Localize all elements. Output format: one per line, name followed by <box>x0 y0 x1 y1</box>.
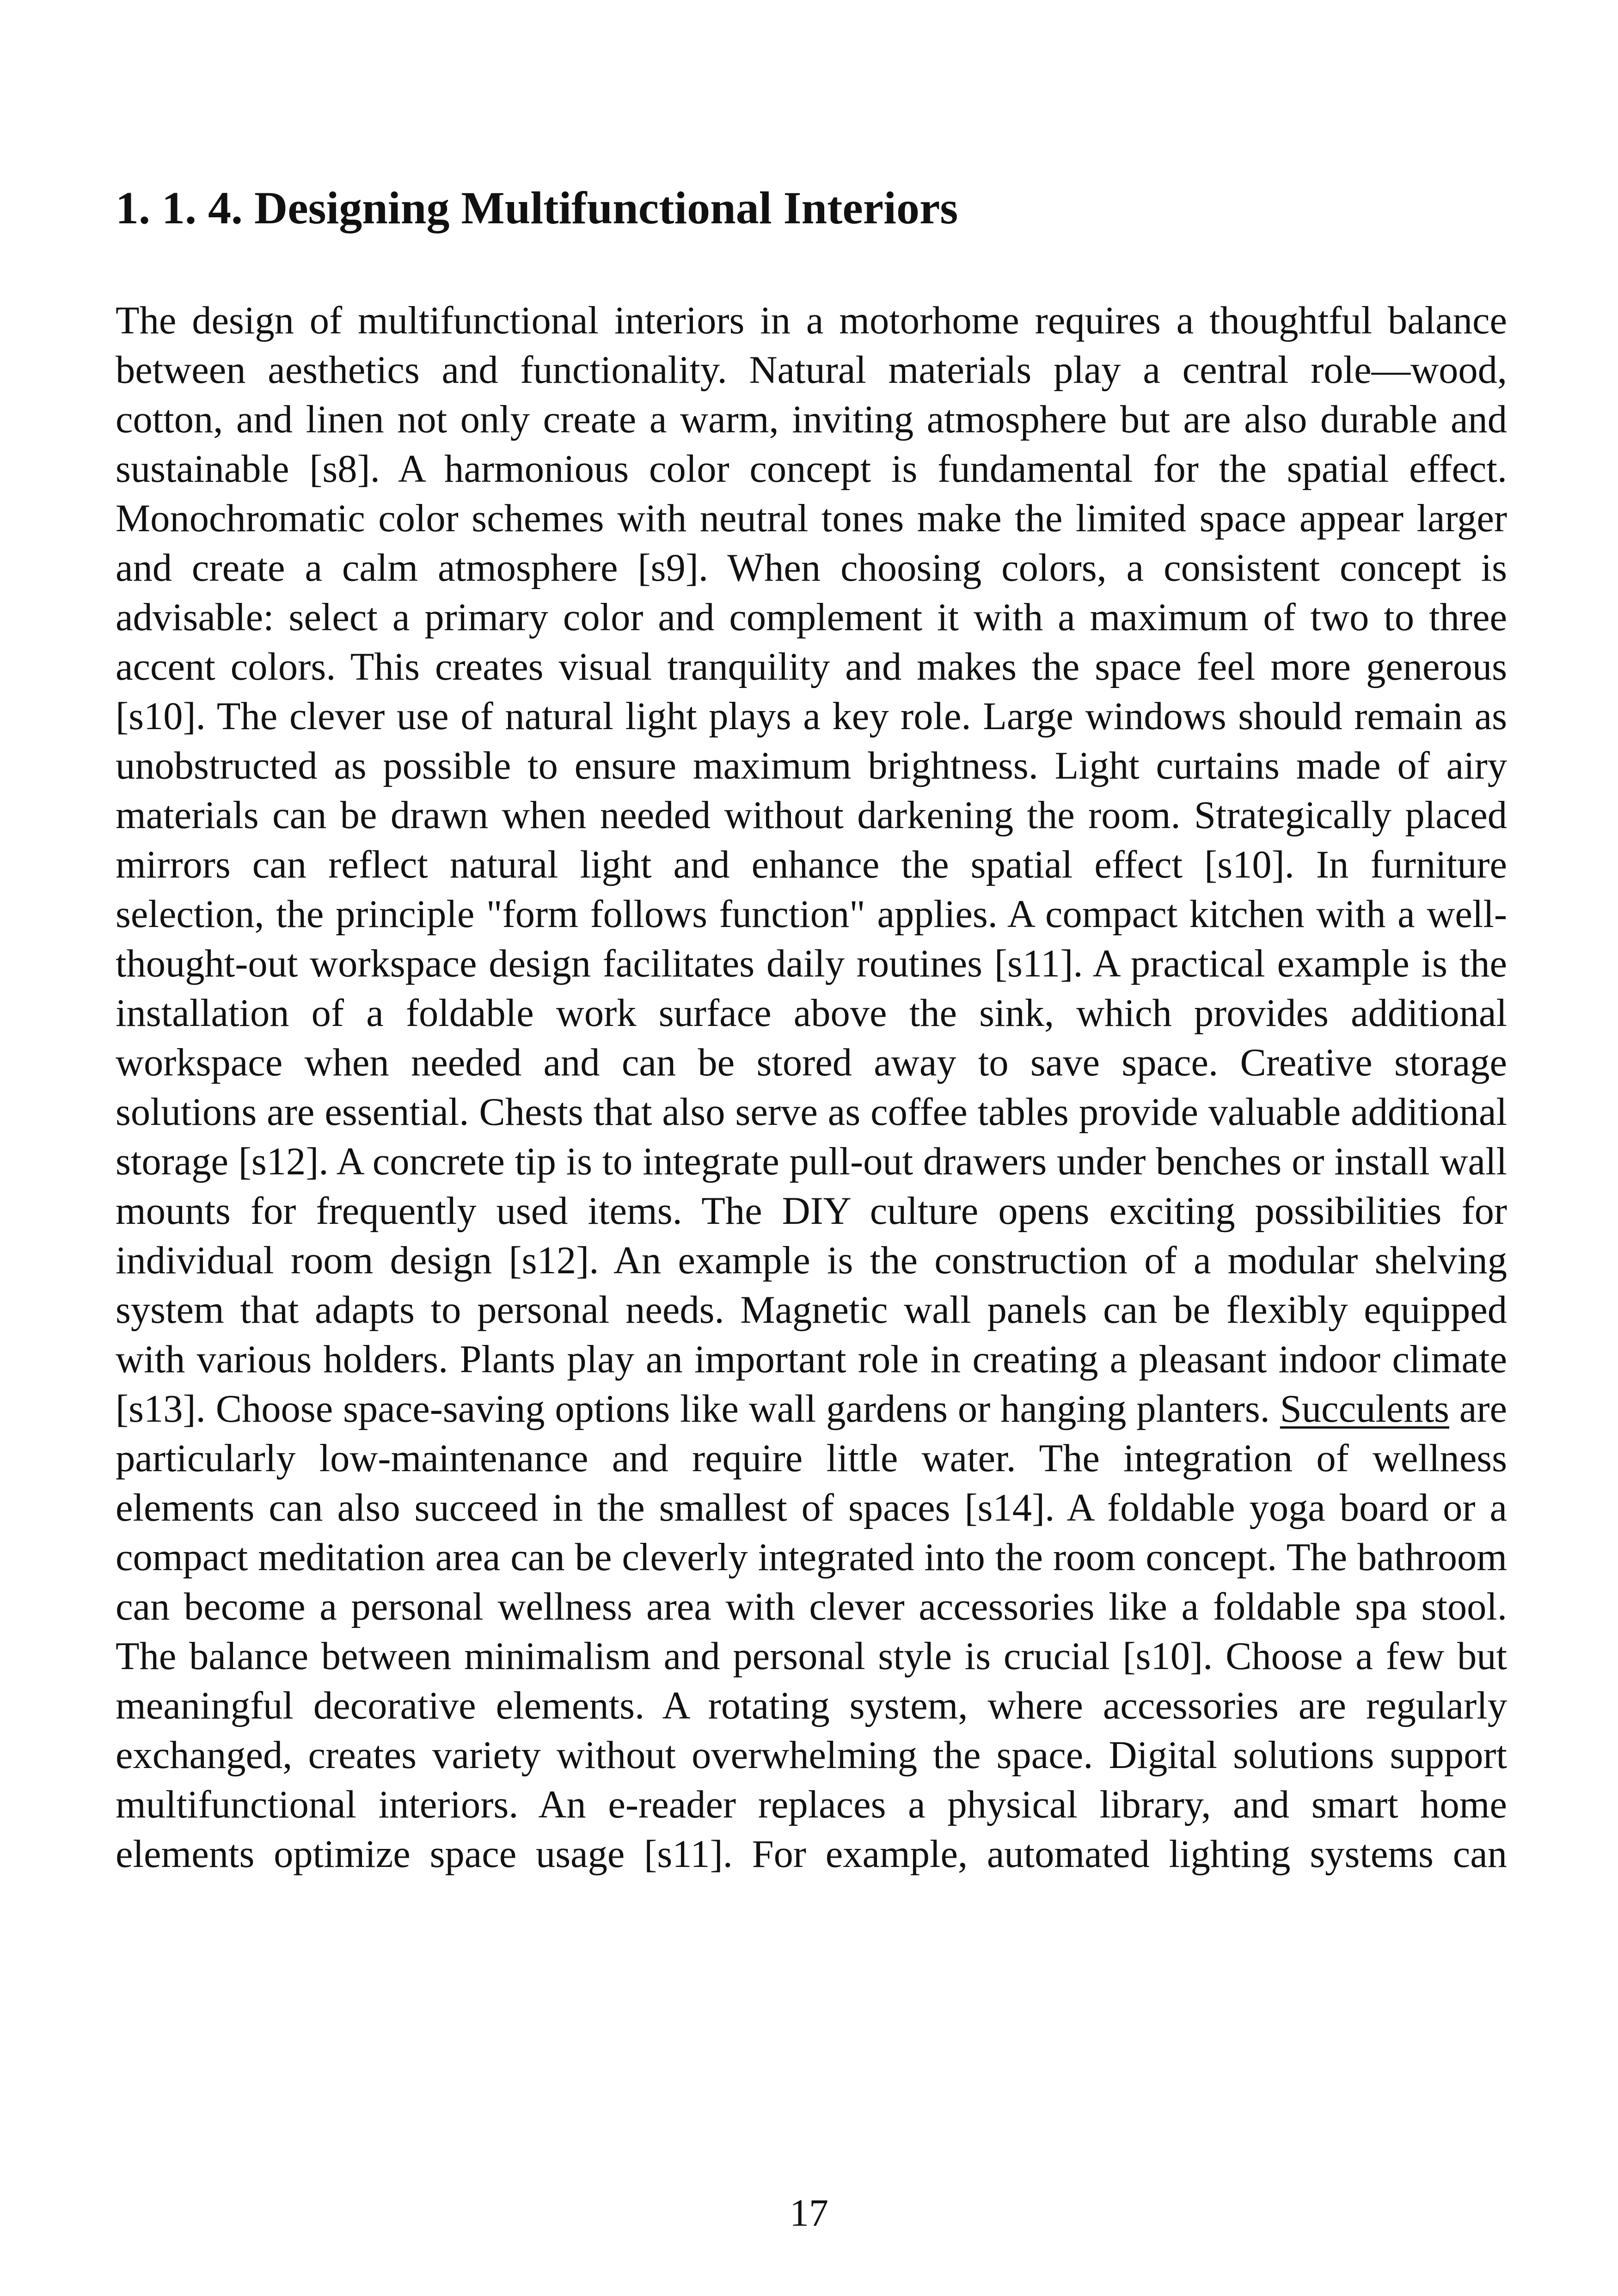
body-paragraph <box>116 296 1507 1879</box>
section-heading: 1. 1. 4. Designing Multifunctional Interiors <box>116 182 958 233</box>
document-page <box>116 180 1507 1879</box>
body-text-after-link: are particularly low-maintenance and require little water. The integration of wellness elements can also succeed in the smallest of spaces [s14]. A foldable yoga board or a compact meditation area can be cleverly integrated into the room concept. The bathroom can become a personal wellness area with clever accessories like a foldable spa stool. The balance between minimalism and personal style is crucial [s10]. Choose a few but meaningful decorative elements. A rotating system, where accessories are regularly exchanged, creates variety without overwhelming the space. Digital solutions support multifunctional interiors. An e-reader replaces a physical library, and smart home elements optimize space usage [s11]. For example, automated lighting systems can <box>116 1387 1507 1876</box>
page-number: 17 <box>790 2192 828 2235</box>
body-text-before-link: The design of multifunctional interiors in a motorhome requires a thoughtful balance between aesthetics and functionality. Natural materials play a central role—wood, cotton, and linen not only create a warm, inviting atmosphere but are also durable and sustainable [s8]. A harmonious color concept is fundamental for the spatial effect. Monochromatic color schemes with neutral tones make the limited space appear larger and create a calm atmosphere [s9]. When choosing colors, a consistent concept is advisable: select a primary color and complement it with a maximum of two to three accent colors. This creates visual tranquility and makes the space feel more generous [s10]. The clever use of natural light plays a key role. Large windows should remain as unobstructed as possible to ensure maximum brightness. Light curtains made of airy materials can be drawn when needed without darkening the room. Strategically placed mirrors can reflect natural light and enhance the spatial effect [s10]. In furniture selection, the principle "form follows function" applies. A compact kitchen with a well-thought-out workspace design facilitates daily routines [s11]. A practical example is the installation of a foldable work surface above the sink, which provides additional workspace when needed and can be stored away to save space. Creative storage solutions are essential. Chests that also serve as coffee tables provide valuable additional storage [s12]. A concrete tip is to integrate pull-out drawers under benches or install wall mounts for frequently used items. The DIY culture opens exciting possibilities for individual room design [s12]. An example is the construction of a modular shelving system that adapts to personal needs. Magnetic wall panels can be flexibly equipped with various holders. Plants play an important role in creating a pleasant indoor climate [s13]. Choose space-saving options like wall gardens or hanging planters. <box>116 299 1507 1430</box>
succulents-link[interactable]: Succulents <box>1280 1387 1449 1430</box>
